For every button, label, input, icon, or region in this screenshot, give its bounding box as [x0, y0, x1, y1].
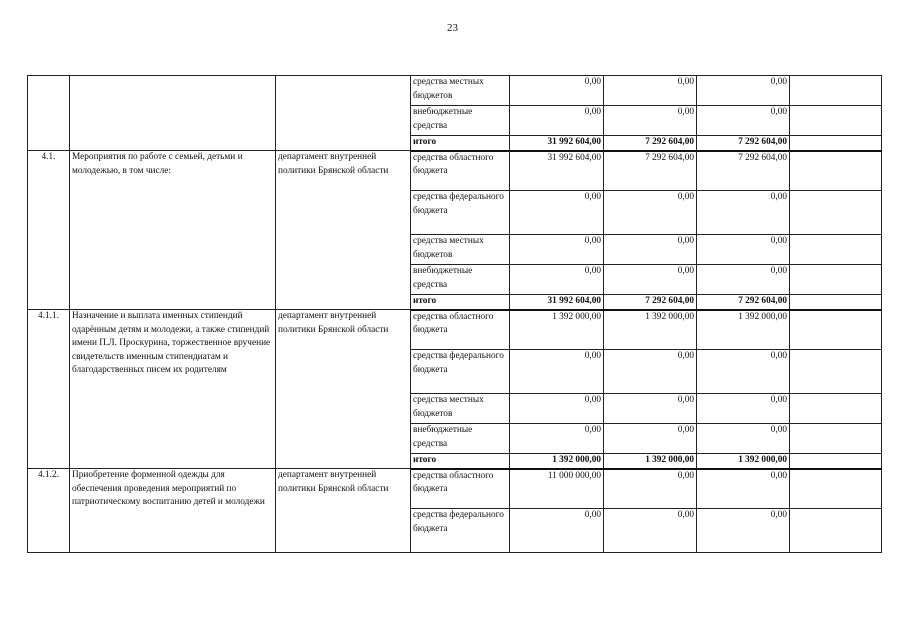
- code-cell: 4.1.1.: [28, 310, 70, 469]
- value-cell: 0,00: [510, 424, 604, 454]
- value-cell: 1 392 000,00: [510, 310, 604, 350]
- value-cell: 31 992 604,00: [510, 295, 604, 310]
- value-cell: 7 292 604,00: [697, 136, 790, 151]
- empty-cell: [790, 151, 882, 191]
- empty-cell: [790, 469, 882, 509]
- name-cell: Назначение и выплата именных стипендий одарённым детям и молодежи, а также стипендий имени П.Л. Проскурина, торжественное вручение свидетельств именным стипендиатам и благодарственных писем их родителям: [70, 310, 276, 469]
- value-cell: 1 392 000,00: [604, 454, 697, 469]
- source-cell: внебюджетные средства: [411, 106, 510, 136]
- value-cell: 0,00: [510, 106, 604, 136]
- value-cell: 0,00: [604, 76, 697, 106]
- table-row: [28, 310, 882, 350]
- value-cell: 0,00: [697, 350, 790, 394]
- value-cell: 0,00: [697, 265, 790, 295]
- value-cell: 0,00: [510, 235, 604, 265]
- table-row: [28, 76, 882, 106]
- value-cell: 0,00: [510, 350, 604, 394]
- value-cell: 11 000 000,00: [510, 469, 604, 509]
- value-cell: 0,00: [604, 509, 697, 553]
- value-cell: 31 992 604,00: [510, 151, 604, 191]
- empty-cell: [790, 310, 882, 350]
- source-cell: итого: [411, 295, 510, 310]
- executor-cell: департамент внутренней политики Брянской области: [276, 310, 411, 469]
- value-cell: 0,00: [697, 469, 790, 509]
- value-cell: 0,00: [604, 394, 697, 424]
- value-cell: 0,00: [510, 191, 604, 235]
- empty-cell: [790, 191, 882, 235]
- source-cell: средства местных бюджетов: [411, 235, 510, 265]
- value-cell: 0,00: [697, 235, 790, 265]
- value-cell: 0,00: [604, 265, 697, 295]
- value-cell: 1 392 000,00: [604, 310, 697, 350]
- empty-cell: [790, 76, 882, 106]
- empty-cell: [790, 424, 882, 454]
- code-cell: [28, 76, 70, 151]
- value-cell: 0,00: [604, 469, 697, 509]
- empty-cell: [790, 509, 882, 553]
- source-cell: средства местных бюджетов: [411, 76, 510, 106]
- source-cell: итого: [411, 136, 510, 151]
- executor-cell: [276, 76, 411, 151]
- executor-cell: департамент внутренней политики Брянской области: [276, 151, 411, 310]
- empty-cell: [790, 295, 882, 310]
- value-cell: 0,00: [510, 265, 604, 295]
- value-cell: 0,00: [697, 394, 790, 424]
- value-cell: 0,00: [604, 424, 697, 454]
- value-cell: 7 292 604,00: [604, 151, 697, 191]
- budget-table: [27, 75, 882, 553]
- page-number: 23: [447, 22, 458, 34]
- code-cell: 4.1.2.: [28, 469, 70, 553]
- empty-cell: [790, 454, 882, 469]
- value-cell: 7 292 604,00: [604, 136, 697, 151]
- empty-cell: [790, 106, 882, 136]
- value-cell: 1 392 000,00: [510, 454, 604, 469]
- value-cell: 1 392 000,00: [697, 454, 790, 469]
- value-cell: 0,00: [697, 424, 790, 454]
- value-cell: 1 392 000,00: [697, 310, 790, 350]
- name-cell: Приобретение форменной одежды для обеспечения проведения мероприятий по патриотическому воспитанию детей и молодежи: [70, 469, 276, 553]
- value-cell: 0,00: [604, 106, 697, 136]
- source-cell: средства областного бюджета: [411, 310, 510, 350]
- empty-cell: [790, 350, 882, 394]
- source-cell: средства федерального бюджета: [411, 350, 510, 394]
- source-cell: средства федерального бюджета: [411, 191, 510, 235]
- code-cell: 4.1.: [28, 151, 70, 310]
- value-cell: 7 292 604,00: [697, 151, 790, 191]
- empty-cell: [790, 265, 882, 295]
- executor-cell: департамент внутренней политики Брянской области: [276, 469, 411, 553]
- value-cell: 0,00: [697, 509, 790, 553]
- value-cell: 0,00: [604, 235, 697, 265]
- empty-cell: [790, 394, 882, 424]
- value-cell: 0,00: [697, 106, 790, 136]
- empty-cell: [790, 235, 882, 265]
- table-row: [28, 151, 882, 191]
- table-row: [28, 469, 882, 509]
- source-cell: средства областного бюджета: [411, 151, 510, 191]
- source-cell: средства областного бюджета: [411, 469, 510, 509]
- value-cell: 0,00: [697, 191, 790, 235]
- value-cell: 0,00: [510, 509, 604, 553]
- value-cell: 0,00: [604, 191, 697, 235]
- value-cell: 0,00: [510, 76, 604, 106]
- value-cell: 0,00: [604, 350, 697, 394]
- value-cell: 7 292 604,00: [604, 295, 697, 310]
- source-cell: внебюджетные средства: [411, 265, 510, 295]
- value-cell: 0,00: [510, 394, 604, 424]
- value-cell: 31 992 604,00: [510, 136, 604, 151]
- name-cell: [70, 76, 276, 151]
- source-cell: внебюджетные средства: [411, 424, 510, 454]
- name-cell: Мероприятия по работе с семьей, детьми и молодежью, в том числе:: [70, 151, 276, 310]
- value-cell: 0,00: [697, 76, 790, 106]
- source-cell: средства местных бюджетов: [411, 394, 510, 424]
- source-cell: средства федерального бюджета: [411, 509, 510, 553]
- value-cell: 7 292 604,00: [697, 295, 790, 310]
- source-cell: итого: [411, 454, 510, 469]
- empty-cell: [790, 136, 882, 151]
